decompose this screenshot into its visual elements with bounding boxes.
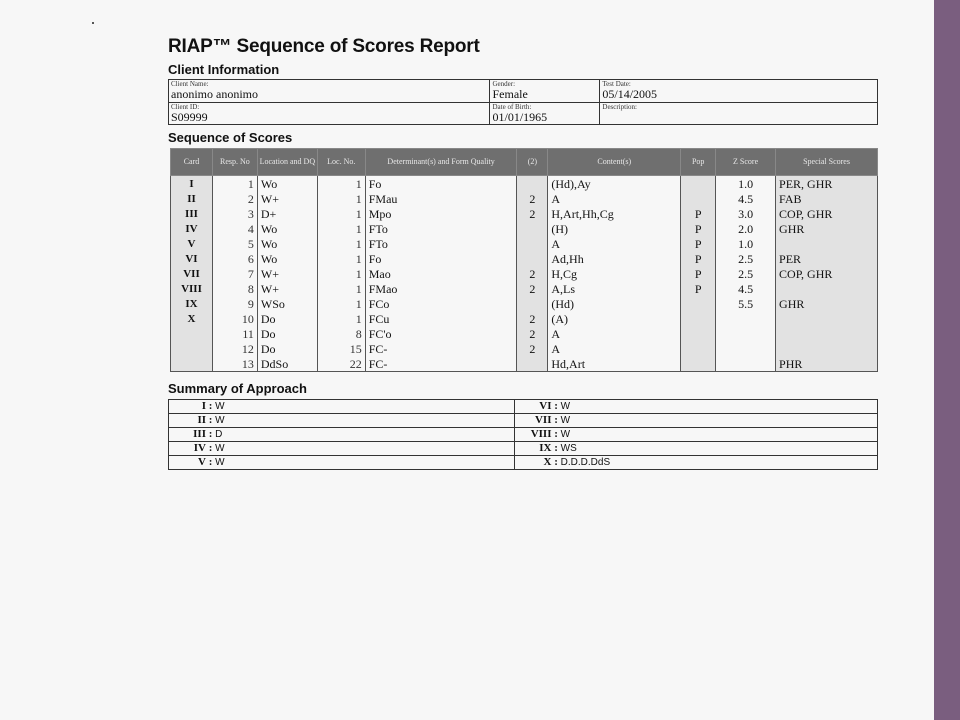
table-row: [171, 296, 878, 311]
cell-loc-no: 1: [317, 311, 365, 326]
cell-content: (A): [548, 311, 681, 326]
approach-separator: :: [206, 442, 216, 454]
scan-speck: [92, 22, 94, 24]
approach-value: WS: [560, 443, 577, 454]
approach-cell: [169, 442, 515, 456]
header-pop: Pop: [681, 149, 716, 176]
cell-location-dq: Wo: [257, 221, 317, 236]
cell-loc-no: 1: [317, 281, 365, 296]
cell-location-dq: Wo: [257, 251, 317, 266]
cell-determinant: FMau: [365, 191, 517, 206]
cell-special-scores: COP, GHR: [776, 266, 878, 281]
cell-z-score: 4.5: [716, 191, 776, 206]
cell-pop: P: [681, 266, 716, 281]
cell-pop: P: [681, 281, 716, 296]
sequence-of-scores-heading: Sequence of Scores: [168, 130, 293, 145]
cell-special-scores: [776, 326, 878, 341]
cell-resp-no: 1: [212, 176, 257, 192]
table-row: [171, 266, 878, 281]
cell-loc-no: 1: [317, 251, 365, 266]
header-content: Content(s): [548, 149, 681, 176]
cell-card: VII: [171, 266, 213, 281]
client-name-label: Client Name:: [171, 80, 209, 88]
cell-resp-no: 3: [212, 206, 257, 221]
cell-pop: [681, 326, 716, 341]
cell-determinant: FTo: [365, 221, 517, 236]
client-id-value: S09999: [171, 109, 208, 124]
approach-cell: [514, 400, 878, 414]
approach-separator: :: [551, 414, 561, 426]
cell-pair: [517, 236, 548, 251]
header-location-dq: Location and DQ: [257, 149, 317, 176]
approach-separator: :: [551, 428, 561, 440]
cell-pair: [517, 221, 548, 236]
cell-card: III: [171, 206, 213, 221]
cell-resp-no: 13: [212, 356, 257, 372]
cell-location-dq: Do: [257, 326, 317, 341]
report-title: RIAP™ Sequence of Scores Report: [168, 36, 480, 57]
cell-loc-no: 15: [317, 341, 365, 356]
cell-location-dq: W+: [257, 191, 317, 206]
cell-determinant: FC-: [365, 356, 517, 372]
cell-determinant: FC-: [365, 341, 517, 356]
header-resp-no: Resp. No: [212, 149, 257, 176]
approach-cell: [169, 414, 515, 428]
cell-determinant: Mpo: [365, 206, 517, 221]
cell-pair: 2: [517, 206, 548, 221]
header-card: Card: [171, 149, 213, 176]
cell-pop: [681, 311, 716, 326]
cell-pop: P: [681, 221, 716, 236]
cell-determinant: Fo: [365, 176, 517, 192]
cell-content: (Hd): [548, 296, 681, 311]
header-z-score: Z Score: [716, 149, 776, 176]
approach-separator: :: [551, 400, 561, 412]
summary-of-approach-table: [168, 399, 878, 470]
cell-pop: P: [681, 251, 716, 266]
cell-card: [171, 326, 213, 341]
cell-resp-no: 8: [212, 281, 257, 296]
cell-content: A: [548, 191, 681, 206]
cell-card: [171, 341, 213, 356]
approach-value: W: [215, 415, 225, 426]
approach-separator: :: [206, 456, 216, 468]
cell-pair: 2: [517, 326, 548, 341]
test-date-cell: [600, 80, 878, 103]
cell-content: (H): [548, 221, 681, 236]
cell-loc-no: 1: [317, 266, 365, 281]
cell-determinant: FCu: [365, 311, 517, 326]
client-name-value: anonimo anonimo: [171, 87, 258, 101]
approach-cell: [514, 414, 878, 428]
cell-pop: [681, 176, 716, 192]
cell-pair: 2: [517, 281, 548, 296]
approach-row: [169, 400, 878, 414]
gender-value: Female: [492, 87, 528, 101]
cell-location-dq: Wo: [257, 176, 317, 192]
approach-row: [169, 428, 878, 442]
approach-card-label: IV: [193, 442, 206, 454]
table-row: [171, 341, 878, 356]
approach-card-label: III: [193, 428, 206, 440]
cell-loc-no: 1: [317, 176, 365, 192]
table-row: [171, 356, 878, 372]
cell-loc-no: 22: [317, 356, 365, 372]
cell-special-scores: [776, 341, 878, 356]
test-date-label: Test Date:: [602, 80, 631, 88]
cell-resp-no: 9: [212, 296, 257, 311]
cell-card: II: [171, 191, 213, 206]
cell-special-scores: COP, GHR: [776, 206, 878, 221]
cell-special-scores: PER: [776, 251, 878, 266]
table-row: [171, 221, 878, 236]
table-row: [171, 311, 878, 326]
approach-separator: :: [551, 456, 561, 468]
cell-special-scores: [776, 311, 878, 326]
cell-determinant: Fo: [365, 251, 517, 266]
cell-z-score: 1.0: [716, 236, 776, 251]
client-id-label: Client ID:: [171, 102, 200, 111]
approach-row: [169, 456, 878, 470]
table-row: [171, 206, 878, 221]
cell-special-scores: PER, GHR: [776, 176, 878, 192]
approach-separator: :: [206, 414, 216, 426]
approach-row: [169, 414, 878, 428]
table-row: [171, 191, 878, 206]
cell-card: V: [171, 236, 213, 251]
cell-location-dq: D+: [257, 206, 317, 221]
header-determinant: Determinant(s) and Form Quality: [365, 149, 517, 176]
cell-determinant: FC'o: [365, 326, 517, 341]
approach-card-label: VI: [539, 400, 552, 412]
cell-pop: P: [681, 236, 716, 251]
test-date-value: 05/14/2005: [602, 87, 658, 101]
cell-loc-no: 1: [317, 191, 365, 206]
cell-location-dq: W+: [257, 281, 317, 296]
approach-value: D.D.D.DdS: [560, 457, 611, 468]
approach-separator: :: [206, 428, 216, 440]
cell-pair: [517, 176, 548, 192]
cell-determinant: FMao: [365, 281, 517, 296]
cell-content: H,Cg: [548, 266, 681, 281]
cell-determinant: FTo: [365, 236, 517, 251]
cell-card: I: [171, 176, 213, 192]
cell-card: X: [171, 311, 213, 326]
cell-content: Ad,Hh: [548, 251, 681, 266]
client-information-heading: Client Information: [168, 62, 280, 77]
approach-value: W: [560, 401, 571, 412]
cell-content: H,Art,Hh,Cg: [548, 206, 681, 221]
cell-location-dq: Wo: [257, 236, 317, 251]
dob-cell: [490, 102, 600, 125]
sequence-of-scores-table: [170, 148, 878, 372]
cell-card: [171, 356, 213, 372]
cell-special-scores: GHR: [776, 221, 878, 236]
scores-header-row: [171, 149, 878, 176]
cell-content: (Hd),Ay: [548, 176, 681, 192]
client-name-cell: [169, 80, 490, 103]
table-row: [171, 236, 878, 251]
cell-content: A: [548, 341, 681, 356]
cell-special-scores: [776, 236, 878, 251]
approach-separator: :: [551, 442, 561, 454]
cell-pair: 2: [517, 191, 548, 206]
approach-value: W: [560, 415, 571, 426]
cell-pair: 2: [517, 341, 548, 356]
approach-card-label: VII: [534, 414, 552, 426]
gender-label: Gender:: [492, 80, 516, 88]
cell-pop: [681, 191, 716, 206]
approach-card-label: IX: [539, 442, 552, 454]
approach-card-label: I: [201, 400, 206, 412]
cell-determinant: FCo: [365, 296, 517, 311]
cell-card: VIII: [171, 281, 213, 296]
cell-pair: [517, 296, 548, 311]
cell-z-score: 1.0: [716, 176, 776, 192]
approach-value: W: [215, 401, 225, 412]
cell-z-score: 2.5: [716, 266, 776, 281]
cell-resp-no: 10: [212, 311, 257, 326]
cell-z-score: [716, 341, 776, 356]
approach-cell: [169, 400, 515, 414]
cell-z-score: 4.5: [716, 281, 776, 296]
cell-pop: P: [681, 206, 716, 221]
cell-resp-no: 12: [212, 341, 257, 356]
approach-separator: :: [206, 400, 216, 412]
description-label: Description:: [602, 102, 637, 111]
cell-z-score: 3.0: [716, 206, 776, 221]
description-cell: [600, 102, 878, 125]
gender-cell: [490, 80, 600, 103]
cell-content: A: [548, 236, 681, 251]
header-pair: (2): [517, 149, 548, 176]
cell-special-scores: PHR: [776, 356, 878, 372]
approach-cell: [169, 428, 515, 442]
summary-of-approach-heading: Summary of Approach: [168, 381, 307, 396]
table-row: [171, 281, 878, 296]
cell-card: IV: [171, 221, 213, 236]
approach-cell: [514, 442, 878, 456]
table-row: [171, 326, 878, 341]
dob-value: 01/01/1965: [492, 109, 548, 124]
table-row: [171, 176, 878, 192]
cell-resp-no: 11: [212, 326, 257, 341]
cell-loc-no: 1: [317, 236, 365, 251]
cell-special-scores: GHR: [776, 296, 878, 311]
cell-determinant: Mao: [365, 266, 517, 281]
approach-card-label: II: [197, 414, 206, 426]
cell-pair: 2: [517, 266, 548, 281]
cell-resp-no: 6: [212, 251, 257, 266]
cell-loc-no: 1: [317, 206, 365, 221]
cell-special-scores: [776, 281, 878, 296]
cell-location-dq: Do: [257, 311, 317, 326]
dob-label: Date of Birth:: [492, 102, 532, 111]
approach-row: [169, 442, 878, 456]
table-row: [171, 251, 878, 266]
header-special-scores: Special Scores: [776, 149, 878, 176]
cell-pair: [517, 251, 548, 266]
cell-pop: [681, 341, 716, 356]
approach-card-label: X: [543, 456, 552, 468]
cell-z-score: [716, 311, 776, 326]
approach-card-label: V: [198, 456, 206, 468]
cell-z-score: [716, 326, 776, 341]
header-loc-no: Loc. No.: [317, 149, 365, 176]
cell-special-scores: FAB: [776, 191, 878, 206]
cell-location-dq: W+: [257, 266, 317, 281]
client-information-table: [168, 79, 878, 125]
cell-card: VI: [171, 251, 213, 266]
cell-resp-no: 2: [212, 191, 257, 206]
cell-content: A,Ls: [548, 281, 681, 296]
cell-pair: 2: [517, 311, 548, 326]
accent-sidebar: [934, 0, 960, 720]
cell-resp-no: 7: [212, 266, 257, 281]
cell-loc-no: 1: [317, 296, 365, 311]
cell-content: Hd,Art: [548, 356, 681, 372]
cell-location-dq: WSo: [257, 296, 317, 311]
cell-loc-no: 1: [317, 221, 365, 236]
client-id-cell: [169, 102, 490, 125]
approach-cell: [514, 428, 878, 442]
cell-location-dq: Do: [257, 341, 317, 356]
approach-body: [169, 400, 878, 470]
approach-value: W: [215, 443, 225, 454]
approach-value: W: [215, 457, 225, 468]
cell-pop: [681, 356, 716, 372]
cell-pair: [517, 356, 548, 372]
cell-loc-no: 8: [317, 326, 365, 341]
approach-cell: [514, 456, 878, 470]
cell-resp-no: 5: [212, 236, 257, 251]
cell-z-score: 5.5: [716, 296, 776, 311]
cell-z-score: [716, 356, 776, 372]
scores-body: [171, 176, 878, 372]
approach-cell: [169, 456, 515, 470]
cell-z-score: 2.0: [716, 221, 776, 236]
approach-value: D: [215, 429, 223, 440]
cell-resp-no: 4: [212, 221, 257, 236]
cell-z-score: 2.5: [716, 251, 776, 266]
cell-content: A: [548, 326, 681, 341]
approach-card-label: VIII: [530, 428, 552, 440]
approach-value: W: [560, 429, 571, 440]
cell-card: IX: [171, 296, 213, 311]
cell-pop: [681, 296, 716, 311]
cell-location-dq: DdSo: [257, 356, 317, 372]
